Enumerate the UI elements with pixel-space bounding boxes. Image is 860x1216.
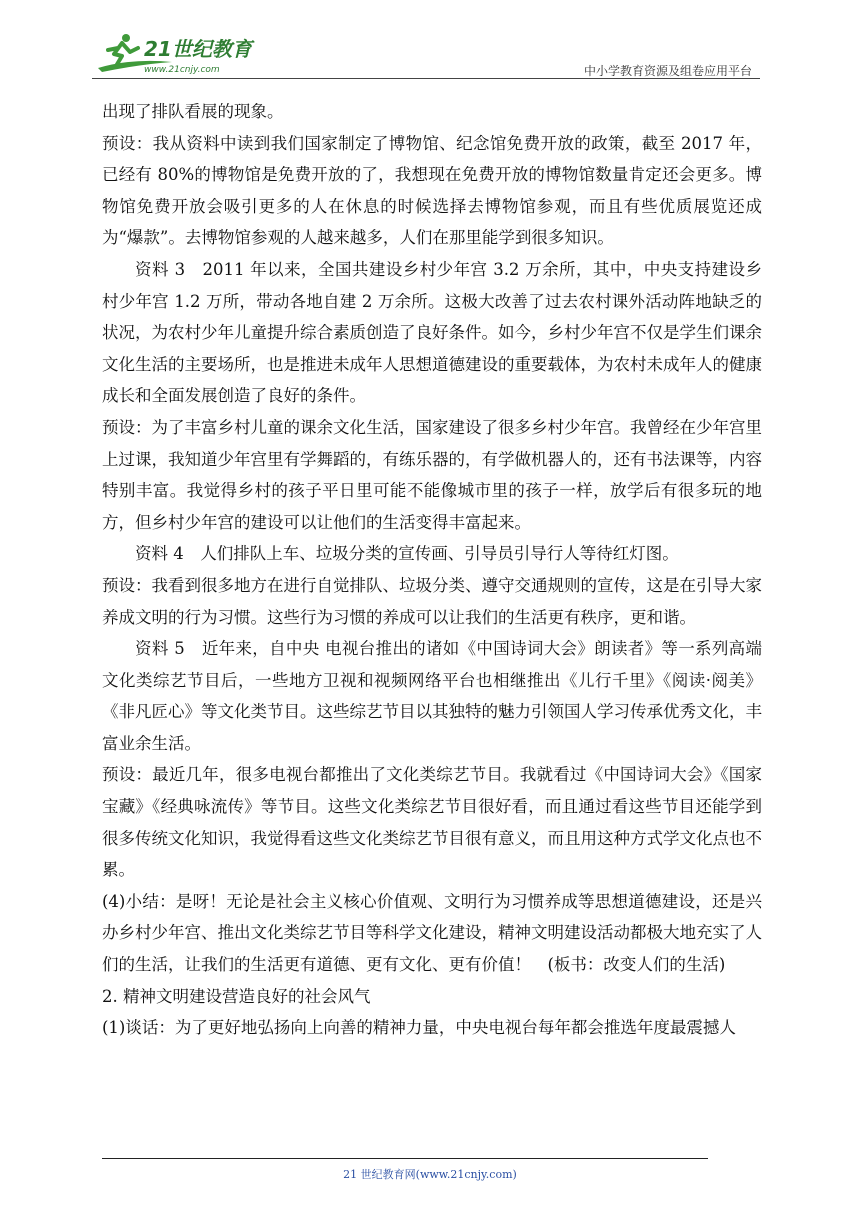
header-divider <box>92 78 760 79</box>
footer-divider <box>102 1158 708 1159</box>
footer-text: 21 世纪教育网(www.21cnjy.com) <box>343 1168 517 1181</box>
paragraph: 资料 5 近年来，自中央 电视台推出的诸如《中国诗词大会》朗读者》等一系列高端文化类综艺节目后，一些地方卫视和视频网络平台也相继推出《儿行千里》《阅读·阅美》《非凡匠心》等文化类节目。这些综艺节目以其独特的魅力引领国人学习传承优秀文化，丰富业余生活。 <box>102 639 762 753</box>
paragraph: 预设：我看到很多地方在进行自觉排队、垃圾分类、遵守交通规则的宣传，这是在引导大家养成文明的行为习惯。这些行为习惯的养成可以让我们的生活更有秩序，更和谐。 <box>102 575 762 627</box>
paragraph: 预设：我从资料中读到我们国家制定了博物馆、纪念馆免费开放的政策，截至 2017 年，已经有 80%的博物馆是免费开放的了，我想现在免费开放的博物馆数量肯定还会更多。博物馆免费开放会吸引更多的人在休息的时候选择去博物馆参观，而且有些优质展览还成为“爆款”。去博物馆参观的人越来越多，人们在那里能学到很多知识。 <box>102 133 762 248</box>
paragraph: 预设：最近几年，很多电视台都推出了文化类综艺节目。我就看过《中国诗词大会》《国家宝藏》《经典咏流传》等节目。这些文化类综艺节目很好看，而且通过看这些节目还能学到很多传统文化知识，我觉得看这些文化类综艺节目很有意义，而且用这种方式学文化点也不累。 <box>102 765 762 880</box>
paragraph: 出现了排队看展的现象。 <box>102 102 284 121</box>
page-header <box>92 28 760 78</box>
paragraph: 资料 3 2011 年以来，全国共建设乡村少年宫 3.2 万余所，其中，中央支持建设乡村少年宫 1.2 万所，带动各地自建 2 万余所。这极大改善了过去农村课外活动阵地缺乏的状况，为农村少年儿童提升综合素质创造了良好条件。如今，乡村少年宫不仅是学生们课余文化生活的主要场所，也是推进未成年人思想道德建设的重要载体，为农村未成年人的健康成长和全面发展创造了良好的条件。 <box>102 259 762 406</box>
21cnjy-logo <box>92 28 262 78</box>
svg-text:www.21cnjy.com: www.21cnjy.com <box>144 65 220 75</box>
document-body <box>102 96 762 1044</box>
paragraph: (4)小结：是呀！无论是社会主义核心价值观、文明行为习惯养成等思想道德建设，还是兴办乡村少年宫、推出文化类综艺节目等科学文化建设，精神文明建设活动都极大地充实了人们的生活，让我们的生活更有道德、更有文化、更有价值！ (板书：改变人们的生活) <box>102 891 762 975</box>
svg-text:21世纪教育: 21世纪教育 <box>144 37 252 61</box>
platform-name: 中小学教育资源及组卷应用平台 <box>583 64 752 78</box>
paragraph: 预设：为了丰富乡村儿童的课余文化生活，国家建设了很多乡村少年宫。我曾经在少年宫里上过课，我知道少年宫里有学舞蹈的，有练乐器的，有学做机器人的，还有书法课等，内容特别丰富。我觉得乡村的孩子平日里可能不能像城市里的孩子一样，放学后有很多玩的地方，但乡村少年宫的建设可以让他们的生活变得丰富起来。 <box>102 417 762 532</box>
paragraph: (1)谈话：为了更好地弘扬向上向善的精神力量，中央电视台每年都会推选年度最震撼人 <box>102 1018 736 1038</box>
paragraph: 资料 4 人们排队上车、垃圾分类的宣传画、引导员引导行人等待红灯图。 <box>135 544 679 564</box>
paragraph: 2. 精神文明建设营造良好的社会风气 <box>102 986 371 1006</box>
